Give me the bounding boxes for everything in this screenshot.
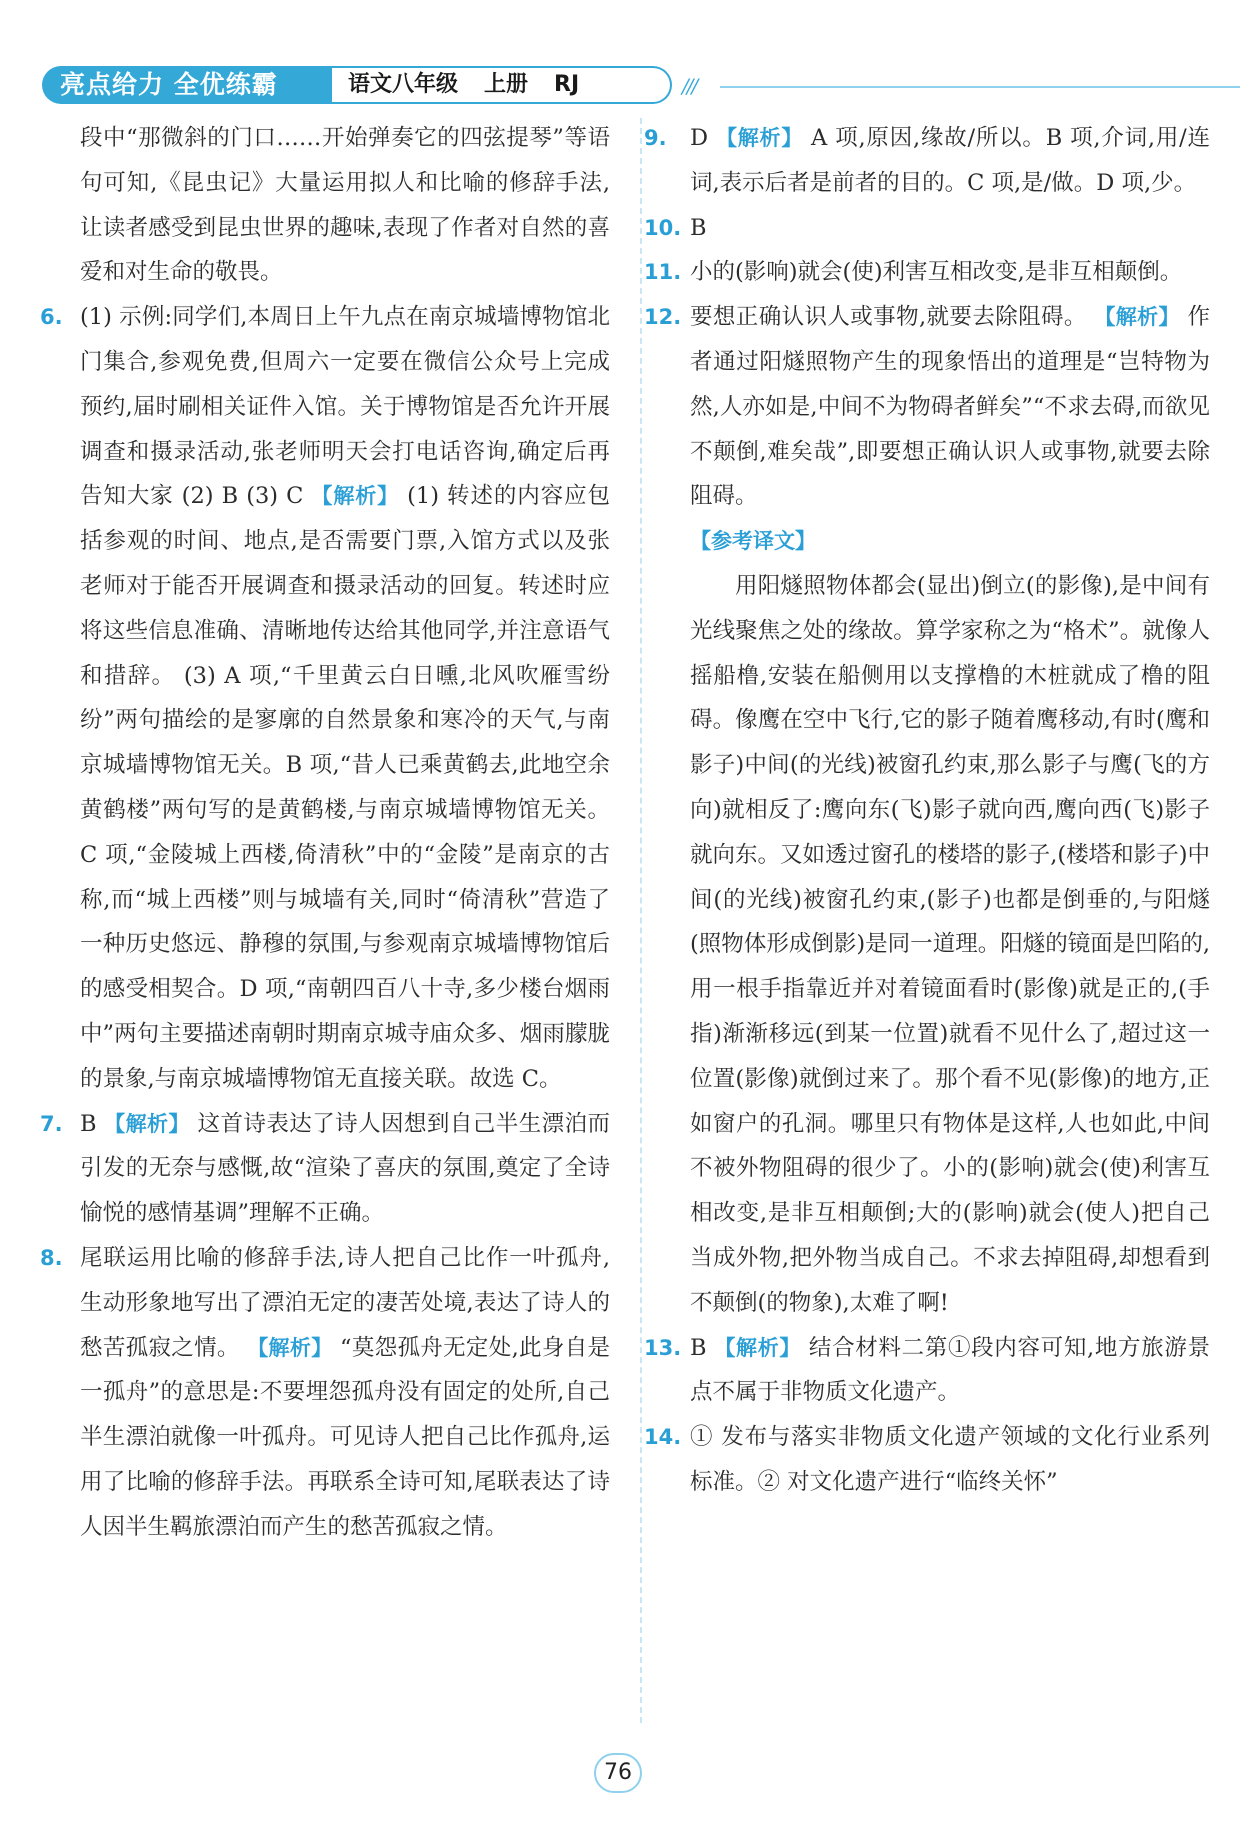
answer-text: B <box>690 1334 715 1361</box>
question-number: 8. <box>40 1245 63 1270</box>
question-number: 12. <box>644 305 682 330</box>
term-label: 上册 <box>484 72 529 97</box>
brand-banner: 亮点给力 全优练霸 <box>42 66 332 104</box>
analysis-tag: 【解析】 <box>247 1335 333 1360</box>
reference-translation <box>690 519 1210 1325</box>
question-7 <box>40 1102 611 1236</box>
analysis-text: (1) 转述的内容应包括参观的时间、地点,是否需要门票,入馆方式以及张老师对于能否开展调查和摄录活动的回复。转述时应将这些信息准确、清晰地传达给其他同学,并注意语气和措辞。 (3) A 项,“千里黄云白日曛,北风吹雁雪纷纷”两句描绘的是寥廓的自然景象和寒冷的天气,与南京城墙博物馆无关。B 项,“昔人已乘黄鹤去,此地空余黄鹤楼”两句写的是黄鹤楼,与南京城墙博物馆无关。C 项,“金陵城上西楼,倚清秋”中的“金陵”是南京的古称,而“城上西楼”则与城墙有关,同时“倚清秋”营造了一种历史悠远、静穆的氛围,与参观南京城墙博物馆后的感受相契合。D 项,“南朝四百八十寺,多少楼台烟雨中”两句主要描述南朝时期南京城寺庙众多、烟雨朦胧的景象,与南京城墙博物馆无直接关联。故选 C。 <box>80 483 610 1092</box>
answer-text: 要想正确认识人或事物,就要去除阻碍。 <box>690 304 1095 331</box>
question-11 <box>644 250 1210 295</box>
analysis-text: 作者通过阳燧照物产生的现象悟出的道理是“岂特物为然,人亦如是,中间不为物碍者鲜矣”“不求去碍,而欲见不颠倒,难矣哉”,即要想正确认识人或事物,就要去除阻碍。 <box>690 304 1211 510</box>
header-rule <box>720 86 1240 88</box>
question-number: 10. <box>644 215 682 240</box>
answer-text: B <box>80 1110 105 1137</box>
question-number: 13. <box>644 1335 682 1360</box>
question-number: 14. <box>644 1425 682 1450</box>
answer-text: B <box>690 214 707 241</box>
translation-text: 用阳燧照物体都会(显出)倒立(的影像),是中间有光线聚焦之处的缘故。算学家称之为“格术”。就像人摇船橹,安装在船侧用以支撑橹的木桩就成了橹的阻碍。像鹰在空中飞行,它的影子随着鹰移动,有时(鹰和影子)中间(的光线)被窗孔约束,那么影子与鹰(飞的方向)就相反了:鹰向东(飞)影子就向西,鹰向西(飞)影子就向东。又如透过窗孔的楼塔的影子,(楼塔和影子)中间(的光线)被窗孔约束,(影子)也都是倒垂的,与阳燧(照物体形成倒影)是同一道理。阳燧的镜面是凹陷的,用一根手指靠近并对着镜面看时(影像)就是正的,(手指)渐渐移远(到某一位置)就看不见什么了,超过这一位置(影像)就倒过来了。那个看不见(影像)的地方,正如窗户的孔洞。哪里只有物体是这样,人也如此,中间不被外物阻碍的很少了。小的(影响)就会(使)利害互相改变,是非互相颠倒;大的(影响)就会(使人)把自己当成外物,把外物当成自己。不求去掉阻碍,却想看到不颠倒(的物象),太难了啊! <box>690 572 1210 1316</box>
column-divider <box>640 118 642 1723</box>
question-10 <box>644 206 1210 251</box>
grade-label: 语文八年级 <box>348 72 459 97</box>
question-number: 6. <box>40 305 63 330</box>
right-column <box>644 116 1211 1505</box>
question-number: 9. <box>644 126 667 150</box>
analysis-text: A 项,原因,缘故/所以。B 项,介词,用/连词,表示后者是前者的目的。C 项,是/做。D 项,少。 <box>690 125 1211 196</box>
page-header <box>42 66 1202 106</box>
question-number: 11. <box>644 260 682 285</box>
analysis-text: 这首诗表达了诗人因想到自己半生漂泊而引发的无奈与感慨,故“渲染了喜庆的氛围,奠定了全诗愉悦的感情基调”理解不正确。 <box>80 1110 611 1227</box>
question-14 <box>644 1415 1210 1505</box>
translation-title: 【参考译文】 <box>690 529 816 554</box>
question-9 <box>644 116 1211 206</box>
analysis-tag: 【解析】 <box>104 1111 190 1136</box>
question-6 <box>40 295 610 1101</box>
analysis-text: 结合材料二第①段内容可知,地方旅游景点不属于非物质文化遗产。 <box>690 1334 1211 1406</box>
slash-decoration: /// <box>682 74 697 98</box>
edition-label: RJ <box>554 72 580 97</box>
grade-banner <box>332 66 672 104</box>
answer-text: (1) 示例:同学们,本周日上午九点在南京城墙博物馆北门集合,参观免费,但周六一定要在微信公众号上完成预约,届时刷相关证件入馆。关于博物馆是否允许开展调查和摄录活动,张老师明天会打电话咨询,确定后再告知大家 (2) B (3) C <box>80 304 610 510</box>
question-12 <box>644 295 1211 519</box>
analysis-tag: 【解析】 <box>714 1335 802 1360</box>
analysis-tag: 【解析】 <box>311 484 400 509</box>
analysis-tag: 【解析】 <box>1094 305 1180 330</box>
continued-paragraph: 段中“那微斜的门口……开始弹奏它的四弦提琴”等语句可知,《昆虫记》大量运用拟人和比喻的修辞手法,让读者感受到昆虫世界的趣味,表现了作者对自然的喜爱和对生命的敬畏。 <box>80 125 610 286</box>
answer-text: ① 发布与落实非物质文化遗产领域的文化行业系列标准。② 对文化遗产进行“临终关怀” <box>690 1424 1210 1495</box>
analysis-text: “莫怨孤舟无定处,此身自是一孤舟”的意思是:不要埋怨孤舟没有固定的处所,自己半生漂泊就像一叶孤舟。可见诗人把自己比作孤舟,运用了比喻的修辞手法。再联系全诗可知,尾联表达了诗人因半生羁旅漂泊而产生的愁苦孤寂之情。 <box>80 1334 611 1540</box>
question-number: 7. <box>40 1111 63 1136</box>
analysis-tag: 【解析】 <box>715 126 804 150</box>
left-column <box>40 116 611 1550</box>
question-13 <box>644 1326 1211 1416</box>
question-8 <box>40 1236 611 1550</box>
answer-text: 尾联运用比喻的修辞手法,诗人把自己比作一叶孤舟,生动形象地写出了漂泊无定的凄苦处境,表达了诗人的愁苦孤寂之情。 <box>80 1244 610 1361</box>
answer-text: D <box>690 125 716 151</box>
answer-text: 小的(影响)就会(使)利害互相改变,是非互相颠倒。 <box>690 259 1183 286</box>
page-number: 76 <box>594 1753 642 1793</box>
